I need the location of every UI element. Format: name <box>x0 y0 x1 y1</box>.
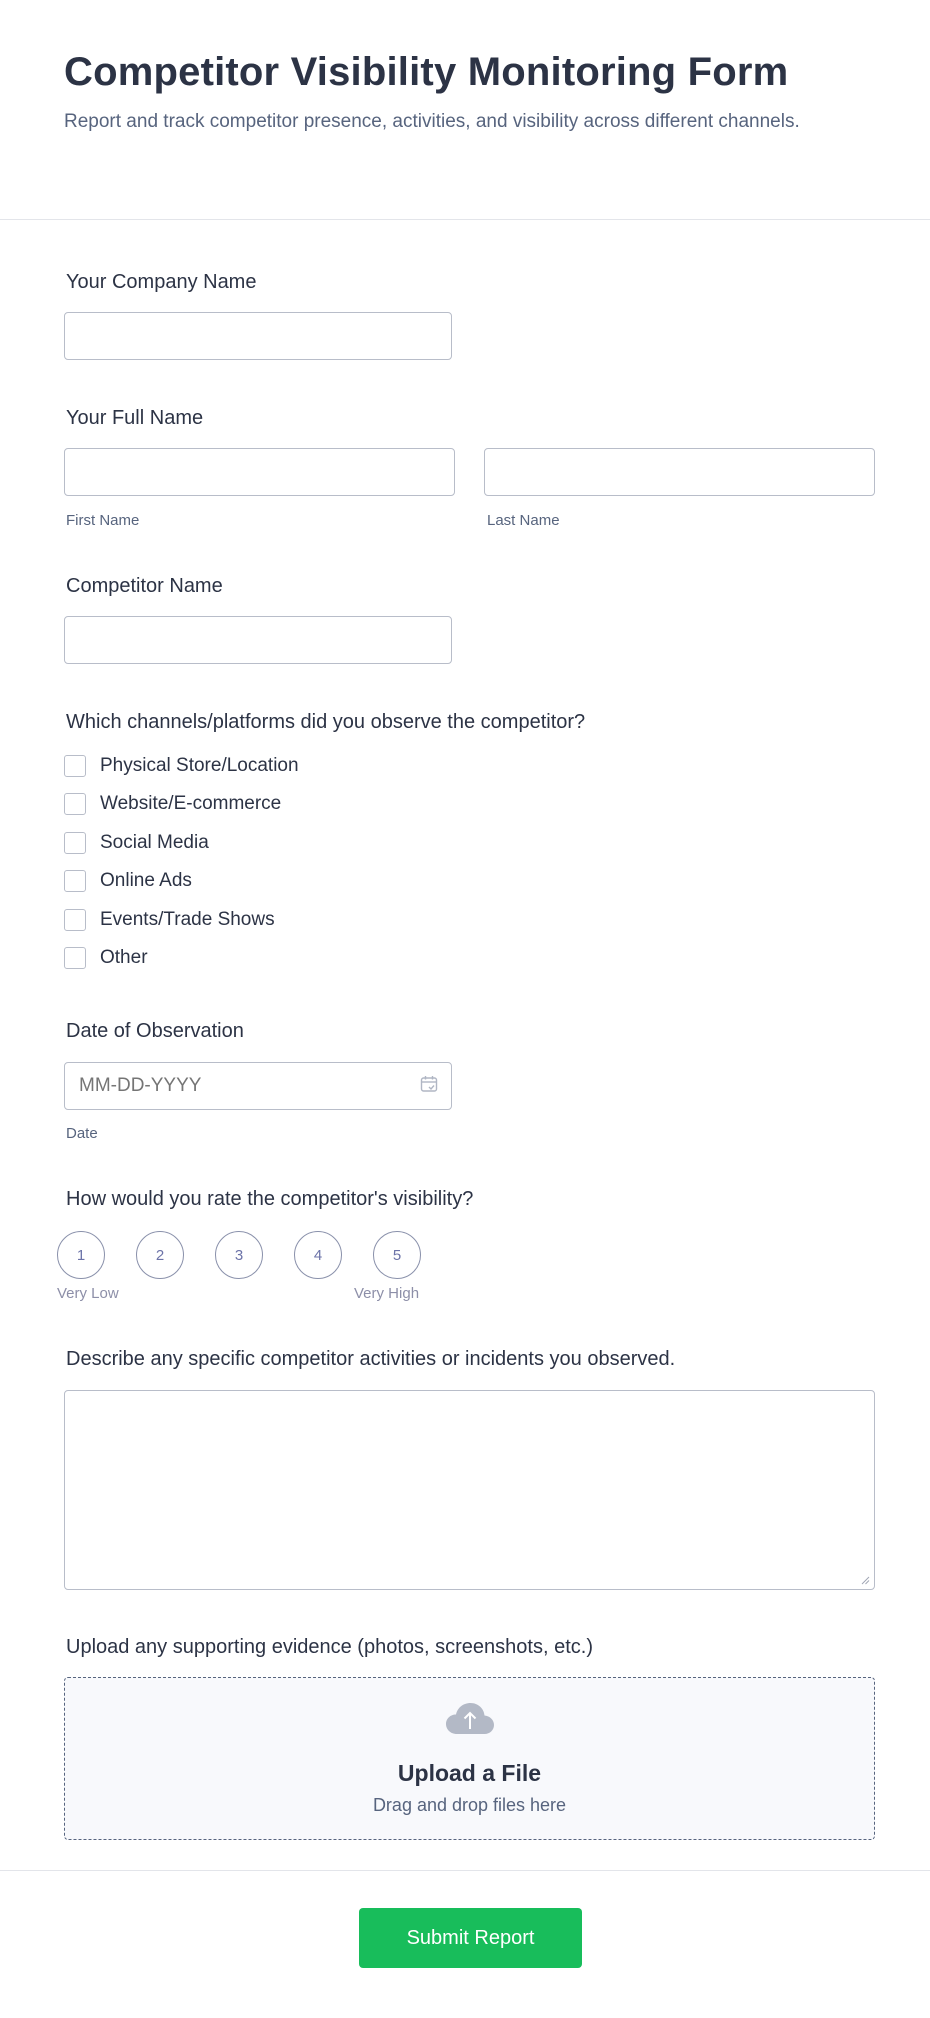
footer-divider <box>0 1870 930 1871</box>
checkbox-label: Physical Store/Location <box>100 755 299 776</box>
checkbox[interactable] <box>64 947 86 969</box>
channel-option-social-media[interactable] <box>64 830 209 856</box>
upload-label: Upload any supporting evidence (photos, screenshots, etc.) <box>66 1636 593 1658</box>
checkbox[interactable] <box>64 870 86 892</box>
channel-option-website[interactable] <box>64 791 281 817</box>
upload-subtitle: Drag and drop files here <box>372 1795 567 1815</box>
first-name-input[interactable] <box>64 448 455 496</box>
checkbox-label: Other <box>100 947 148 968</box>
upload-title: Upload a File <box>397 1760 542 1786</box>
rating-option-2[interactable]: 2 <box>136 1231 184 1279</box>
cloud-upload-icon <box>445 1702 495 1736</box>
checkbox-label: Website/E-commerce <box>100 793 282 814</box>
page-subtitle: Report and track competitor presence, activities, and visibility across different channels. <box>64 111 800 132</box>
channel-option-events[interactable] <box>64 907 275 933</box>
date-input[interactable] <box>64 1062 452 1110</box>
last-name-sublabel: Last Name <box>487 512 560 529</box>
checkbox[interactable] <box>64 832 86 854</box>
competitor-name-label: Competitor Name <box>66 575 223 597</box>
activities-label: Describe any specific competitor activities or incidents you observed. <box>66 1348 676 1370</box>
checkbox[interactable] <box>64 909 86 931</box>
competitor-name-input[interactable] <box>64 616 452 664</box>
rating-label: How would you rate the competitor's visibility? <box>66 1188 474 1210</box>
checkbox[interactable] <box>64 793 86 815</box>
first-name-sublabel: First Name <box>66 512 140 529</box>
rating-option-4[interactable]: 4 <box>294 1231 342 1279</box>
file-upload-dropzone[interactable] <box>64 1677 875 1840</box>
calendar-icon[interactable] <box>420 1075 438 1093</box>
channel-option-physical-store[interactable] <box>64 753 299 779</box>
checkbox-label: Events/Trade Shows <box>100 909 275 930</box>
resize-grip-icon[interactable] <box>860 1575 870 1585</box>
channel-option-online-ads[interactable] <box>64 868 192 894</box>
page-title: Competitor Visibility Monitoring Form <box>64 50 789 94</box>
channel-option-other[interactable] <box>64 945 148 971</box>
checkbox[interactable] <box>64 755 86 777</box>
full-name-label: Your Full Name <box>66 407 204 429</box>
company-name-label: Your Company Name <box>66 271 257 293</box>
last-name-input[interactable] <box>484 448 875 496</box>
rating-option-1[interactable]: 1 <box>57 1231 105 1279</box>
checkbox-label: Online Ads <box>100 870 192 891</box>
form-header <box>0 0 930 220</box>
rating-high-caption: Very High <box>354 1285 420 1302</box>
activities-textarea[interactable] <box>64 1390 875 1590</box>
rating-option-3[interactable]: 3 <box>215 1231 263 1279</box>
date-field <box>64 1062 452 1110</box>
date-label: Date of Observation <box>66 1020 244 1042</box>
rating-option-5[interactable]: 5 <box>373 1231 421 1279</box>
rating-low-caption: Very Low <box>57 1285 119 1302</box>
date-sublabel: Date <box>66 1125 98 1142</box>
company-name-input[interactable] <box>64 312 452 360</box>
submit-report-button[interactable]: Submit Report <box>359 1908 582 1968</box>
channels-label: Which channels/platforms did you observe the competitor? <box>66 711 586 733</box>
checkbox-label: Social Media <box>100 832 209 853</box>
